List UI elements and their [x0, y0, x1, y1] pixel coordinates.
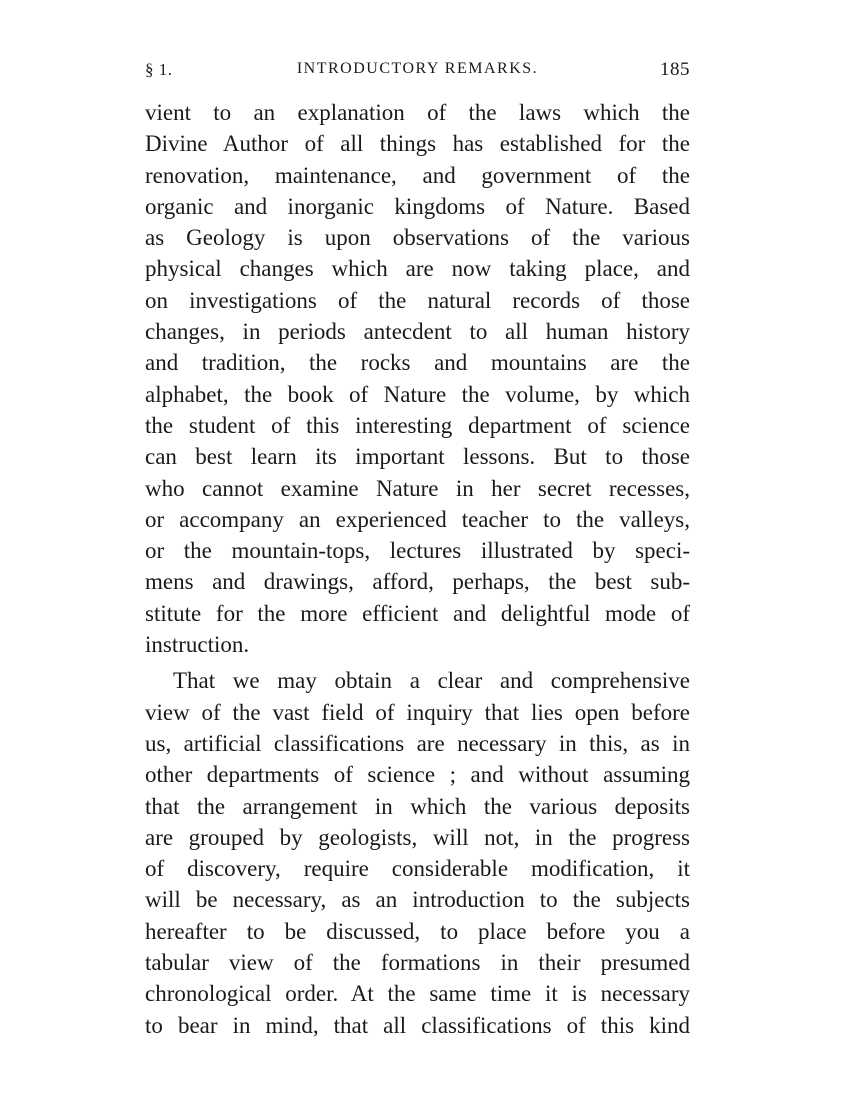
text-line: us, artificial classifications are necessary in this, as in: [145, 730, 690, 756]
text-line: alphabet, the book of Nature the volume, by which: [145, 381, 690, 407]
text-line: vient to an explanation of the laws which the: [145, 100, 690, 125]
text-line: can best learn its important lessons. But to those: [145, 444, 690, 470]
text-line: physical changes which are now taking place, and: [145, 256, 690, 282]
text-line: and tradition, the rocks and mountains are the: [145, 350, 690, 376]
text-line: other departments of science ; and without assuming: [145, 762, 690, 788]
text-line: that the arrangement in which the various deposits: [145, 793, 690, 819]
text-line: who cannot examine Nature in her secret recesses,: [145, 475, 690, 501]
text-line: changes, in periods antecdent to all human history: [145, 319, 690, 345]
text-line: stitute for the more efficient and delightful mode of: [145, 600, 690, 626]
body-text: [145, 97, 690, 1041]
text-line: instruction.: [145, 632, 250, 658]
text-line: of discovery, require considerable modification, it: [145, 856, 690, 882]
paragraph-2: [145, 665, 690, 1041]
paragraph-1: [145, 97, 690, 660]
text-line: or accompany an experienced teacher to the valleys,: [145, 506, 690, 532]
running-title: INTRODUCTORY REMARKS.: [296, 60, 539, 77]
text-line: the student of this interesting department of science: [145, 412, 690, 438]
text-line: as Geology is upon observations of the various: [145, 225, 690, 251]
page-number: 185: [660, 59, 690, 80]
text-line: renovation, maintenance, and government of the: [145, 162, 690, 188]
text-line: to bear in mind, that all classifications of this kind: [145, 1012, 690, 1038]
text-line: view of the vast field of inquiry that lies open before: [145, 699, 690, 725]
text-line: organic and inorganic kingdoms of Nature. Based: [145, 193, 690, 219]
text-line: chronological order. At the same time it is necessary: [145, 981, 690, 1007]
running-head: [145, 60, 690, 86]
text-line: or the mountain-tops, lectures illustrated by speci-: [145, 538, 690, 564]
text-line: That we may obtain a clear and comprehensive: [173, 668, 690, 694]
text-line: Divine Author of all things has established for the: [145, 131, 690, 157]
text-line: on investigations of the natural records of those: [145, 287, 690, 313]
text-line: are grouped by geologists, will not, in the progress: [145, 824, 690, 850]
text-line: mens and drawings, afford, perhaps, the best sub-: [145, 569, 690, 595]
text-line: tabular view of the formations in their presumed: [145, 950, 690, 976]
text-line: hereafter to be discussed, to place before you a: [145, 918, 690, 944]
section-marker: § 1.: [145, 60, 173, 79]
text-line: will be necessary, as an introduction to the subjects: [145, 887, 690, 913]
